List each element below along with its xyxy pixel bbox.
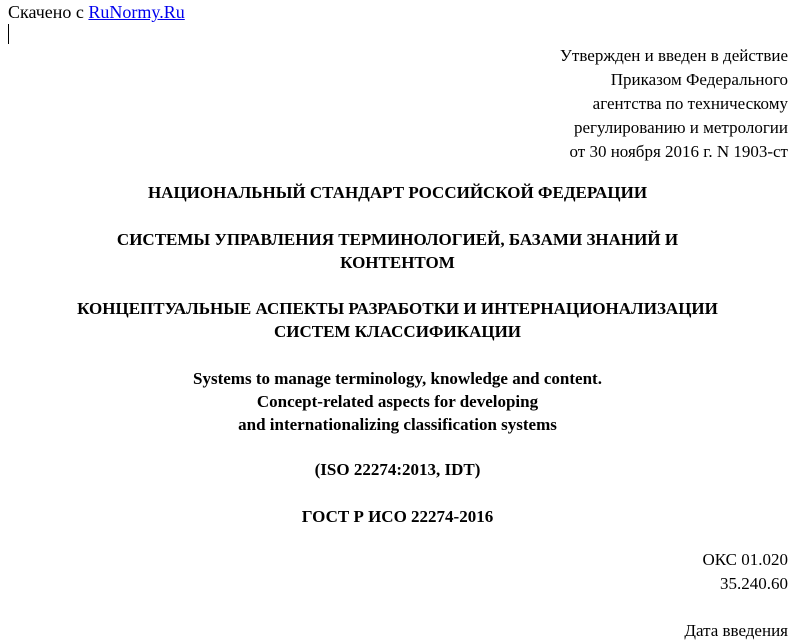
russian-title-2-line: КОНЦЕПТУАЛЬНЫЕ АСПЕКТЫ РАЗРАБОТКИ И ИНТЕРНАЦИОНАЛИЗАЦИИ — [77, 299, 718, 318]
english-title — [0, 367, 790, 436]
national-standard-title: НАЦИОНАЛЬНЫЙ СТАНДАРТ РОССИЙСКОЙ ФЕДЕРАЦИИ — [147, 183, 648, 202]
approval-block — [560, 44, 788, 164]
russian-title-2 — [0, 297, 790, 343]
iso-reference — [0, 458, 790, 481]
approval-line: агентства по техническому — [592, 94, 788, 113]
gost-designation — [0, 505, 790, 528]
source-line — [8, 0, 185, 24]
source-link[interactable]: RuNormy.Ru — [88, 2, 185, 22]
intro-date-label: Дата введения — [684, 621, 788, 640]
oks-codes — [702, 548, 788, 596]
oks-code-line: ОКС 01.020 — [702, 550, 788, 569]
russian-title-1-line: СИСТЕМЫ УПРАВЛЕНИЯ ТЕРМИНОЛОГИЕЙ, БАЗАМИ ЗНАНИЙ И — [116, 230, 679, 249]
approval-line: Приказом Федерального — [610, 70, 788, 89]
russian-title-1 — [0, 228, 790, 274]
english-title-line: Concept-related aspects for developing — [256, 392, 539, 411]
oks-code-line: 35.240.60 — [720, 574, 788, 593]
intro-date — [684, 619, 788, 643]
english-title-line: Systems to manage terminology, knowledge and content. — [193, 369, 602, 388]
text-cursor — [8, 24, 9, 44]
russian-title-2-line: СИСТЕМ КЛАССИФИКАЦИИ — [273, 322, 522, 341]
approval-line: от 30 ноября 2016 г. N 1903-ст — [569, 142, 788, 161]
national-standard-heading — [0, 181, 790, 204]
approval-line: Утвержден и введен в действие — [559, 46, 788, 65]
iso-reference-text: (ISO 22274:2013, IDT) — [314, 460, 481, 479]
gost-designation-text: ГОСТ Р ИСО 22274-2016 — [301, 507, 494, 526]
russian-title-1-line: КОНТЕНТОМ — [340, 253, 455, 272]
english-title-line: and internationalizing classification systems — [238, 415, 557, 434]
source-prefix: Скачено с — [8, 2, 89, 22]
approval-line: регулированию и метрологии — [573, 118, 788, 137]
